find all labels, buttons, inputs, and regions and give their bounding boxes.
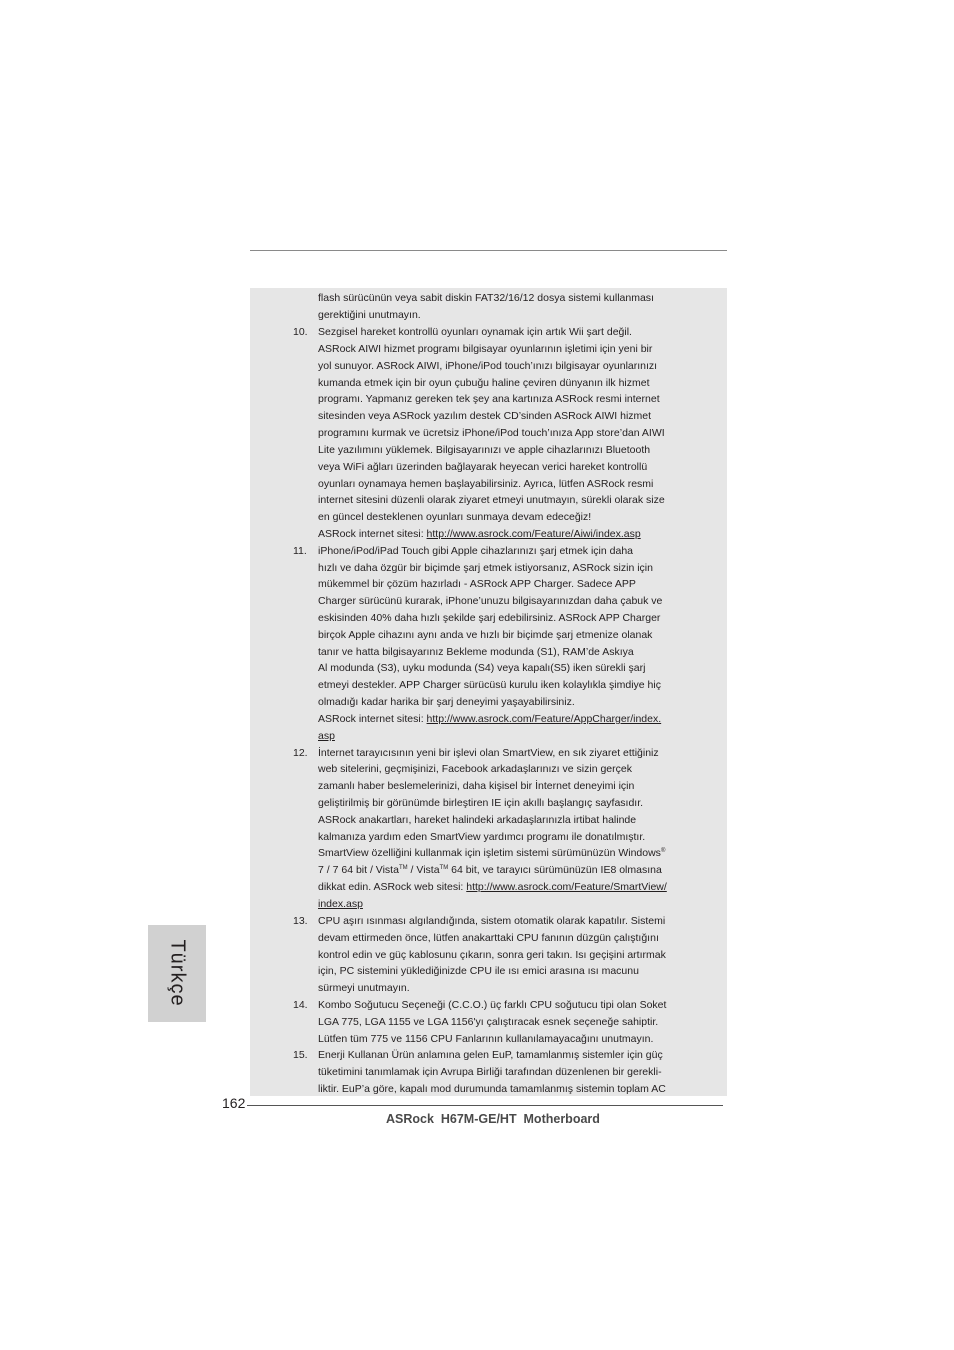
- registered-mark: ®: [660, 848, 666, 854]
- text-line: iPhone/iPod/iPad Touch gibi Apple cihazlarınızı şarj etmek için daha: [318, 545, 633, 557]
- top-rule: [250, 250, 727, 251]
- text-line: Lite yazılımını yüklemek. Bilgisayarınızı ve apple cihazlarınızı Bluetooth: [318, 444, 651, 456]
- text-line: kumanda etmek için bir oyun çubuğu haline çeviren dünyanın ilk hizmet: [318, 377, 650, 389]
- vista-text-c: 64 bit, ve tarayıcı sürümünüzün IE8 olmasına: [448, 864, 662, 876]
- text-line: Charger sürücünü kurarak, iPhone’unuzu bilgisayarınızdan daha çabuk ve: [318, 595, 663, 607]
- text-line: LGA 775, LGA 1155 ve LGA 1156'yı çalıştıracak esnek seçeneğe sahiptir.: [318, 1016, 659, 1028]
- text-line: için, PC sistemini yüklediğinizde CPU ile ısı emici arasına ısı macunu: [318, 965, 639, 977]
- website-label: ASRock internet sitesi:: [318, 713, 427, 725]
- text-line: İnternet tarayıcısının yeni bir işlevi olan SmartView, en sık ziyaret ettiğiniz: [318, 747, 659, 759]
- vista-text-a: 7 / 7 64 bit / Vista: [318, 864, 399, 876]
- bottom-rule: [247, 1105, 723, 1106]
- list-item-number: 11.: [293, 545, 307, 557]
- text-line: ASRock anakartları, hareket halindeki arkadaşlarınızla irtibat halinde: [318, 814, 637, 826]
- text-line: Lütfen tüm 775 ve 1156 CPU Fanlarının kullanılamayacağını unutmayın.: [318, 1033, 654, 1045]
- text-line: birçok Apple cihazını aynı anda ve hızlı bir biçimde şarj etmenize olanak: [318, 629, 653, 641]
- content-panel: [250, 288, 727, 1096]
- text-line: programını kurmak ve ücretsiz iPhone/iPod touch’ınıza App store’dan AIWI: [318, 427, 665, 439]
- text-line: veya WiFi ağları üzerinden bağlayarak heyecan verici hareket kontrollü: [318, 461, 648, 473]
- text-line: liktir. EuP’a göre, kapalı mod durumunda tamamlanmış sistemin toplam AC: [318, 1083, 666, 1095]
- text-line: tüketimini tanımlamak için Avrupa Birliği tarafından düzenlenen bir gerekli-: [318, 1066, 662, 1078]
- text-line: mükemmel bir çözüm hazırladı - ASRock APP Charger. Sadece APP: [318, 578, 636, 590]
- appcharger-link-continued[interactable]: asp: [318, 730, 335, 742]
- text-line: hızlı ve daha özgür bir biçimde şarj etmek istiyorsanız, ASRock sizin için: [318, 562, 653, 574]
- list-item-number: 10.: [293, 326, 308, 338]
- text-line: zamanlı haber beslemelerinizi, daha kişisel bir İnternet deneyimi için: [318, 780, 635, 792]
- text-line: sitesinden veya ASRock yazılım destek CD’sinden ASRock AIWI hizmet: [318, 410, 652, 422]
- text-line: ASRock AIWI hizmet programı bilgisayar oyunlarının işletimi için yeni bir: [318, 343, 653, 355]
- footer-title: ASRock H67M-GE/HT Motherboard: [386, 1112, 600, 1126]
- trademark-mark: TM: [398, 865, 408, 871]
- text-line: devam ettirmeden önce, lütfen anakarttaki CPU fanının düzgün çalıştığını: [318, 932, 659, 944]
- text-line: kontrol edin ve güç kablosunu çıkarın, sonra geri takın. Isı geçişini artırmak: [318, 949, 666, 961]
- text-line: internet sitesini düzenli olarak ziyaret etmeyi unutmayın, sürekli olarak size: [318, 494, 665, 506]
- appcharger-link[interactable]: http://www.asrock.com/Feature/AppCharger/index.: [426, 713, 662, 725]
- vista-text-b: / Vista: [407, 864, 440, 876]
- language-tab: [148, 925, 206, 1022]
- trademark-mark: TM: [439, 865, 449, 871]
- website-line: [318, 527, 641, 541]
- website-line: [318, 712, 661, 726]
- vista-line: [318, 863, 662, 877]
- text-line: eskisinden 40% daha hızlı şekilde şarj edebilirsiniz. ASRock APP Charger: [318, 612, 661, 624]
- page-number: 162: [222, 1095, 246, 1111]
- text-line: CPU aşırı ısınması algılandığında, sistem otomatik olarak kapatılır. Sistemi: [318, 915, 666, 927]
- text-line: programı. Yapmanız gereken tek şey ana kartınıza ASRock resmi internet: [318, 393, 660, 405]
- website-label: dikkat edin. ASRock web sitesi:: [318, 881, 467, 893]
- text-line: etmeyi destekler. APP Charger sürücüsü kurulu iken kolaylıkla şimdiye hiç: [318, 679, 661, 691]
- list-item-number: 15.: [293, 1049, 308, 1061]
- smartview-link-continued[interactable]: index.asp: [318, 898, 363, 910]
- text-line: geliştirilmiş bir görünümde birleştiren IE için akıllı başlangıç sayfasıdır.: [318, 797, 644, 809]
- aiwi-link[interactable]: http://www.asrock.com/Feature/Aiwi/index.asp: [426, 528, 641, 540]
- text-line: oyunları oynamaya hemen başlayabilirsiniz. Ayrıca, lütfen ASRock resmi: [318, 478, 654, 490]
- text-line: en güncel desteklenen oyunları sunmaya devam edeceğiz!: [318, 511, 592, 523]
- list-item-number: 13.: [293, 915, 308, 927]
- text-line: yol sunuyor. ASRock AIWI, iPhone/iPod touch’ınızı bilgisayar oyunlarınızı: [318, 360, 658, 372]
- text-line: flash sürücünün veya sabit diskin FAT32/16/12 dosya sistemi kullanması: [318, 292, 654, 304]
- list-item-number: 14.: [293, 999, 308, 1011]
- text-line: Kombo Soğutucu Seçeneği (C.C.O.) üç farklı CPU soğutucu tipi olan Soket: [318, 999, 667, 1011]
- text-line: Al modunda (S3), uyku modunda (S4) veya kapalı(S5) iken sürekli şarj: [318, 662, 646, 674]
- list-item-number: 12.: [293, 747, 308, 759]
- smartview-link[interactable]: http://www.asrock.com/Feature/SmartView/: [466, 881, 667, 893]
- text-line: sürmeyi unutmayın.: [318, 982, 410, 994]
- text-line: Enerji Kullanan Ürün anlamına gelen EuP, tamamlanmış sistemler için güç: [318, 1049, 663, 1061]
- text-line: Sezgisel hareket kontrollü oyunları oynamak için artık Wii şart değil.: [318, 326, 632, 338]
- text-line: tanır ve hatta bilgisayarınız Bekleme modunda (S1), RAM’de Askıya: [318, 646, 634, 658]
- text-line: olmadığı kadar harika bir şarj deneyimi yaşayabilirsiniz.: [318, 696, 575, 708]
- website-line: [318, 880, 667, 894]
- os-requirement-line: [318, 846, 665, 860]
- os-requirement-text: SmartView özelliğini kullanmak için işletim sistemi sürümünüzün Windows: [318, 847, 661, 859]
- text-line: gerektiğini unutmayın.: [318, 309, 421, 321]
- language-tab-label: Türkçe: [166, 939, 189, 1007]
- website-label: ASRock internet sitesi:: [318, 528, 427, 540]
- text-line: kalmanıza yardım eden SmartView yardımcı programı ile donatılmıştır.: [318, 831, 646, 843]
- text-line: web sitelerini, geçmişinizi, Facebook arkadaşlarınızı ve sizin gerçek: [318, 763, 632, 775]
